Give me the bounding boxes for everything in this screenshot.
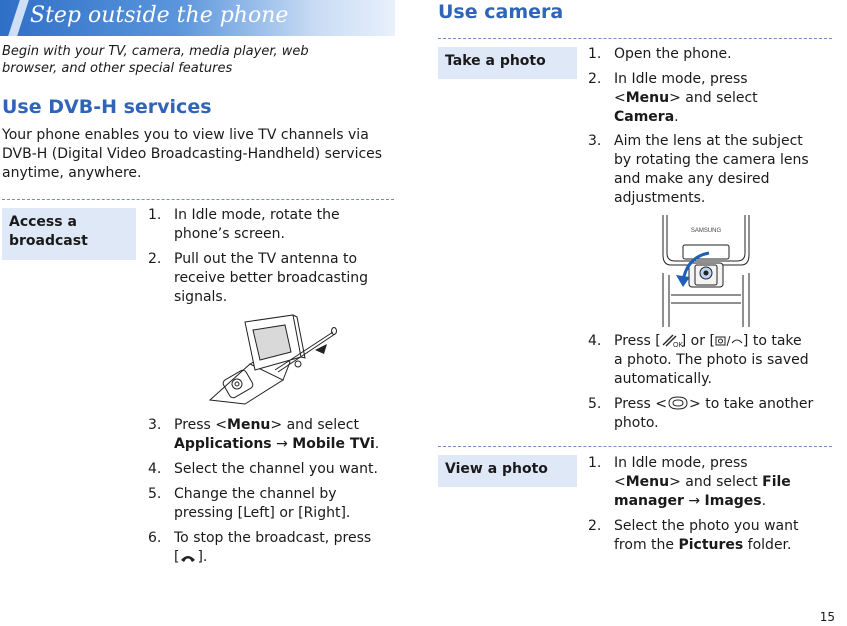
page-number: 15 — [819, 610, 835, 624]
menu-path: manager — [614, 493, 684, 509]
ok-key-icon — [661, 334, 681, 348]
menu-key-label: Menu — [625, 90, 670, 106]
step-text — [174, 485, 350, 523]
step-line: In Idle mode, press — [614, 71, 748, 87]
step-line: phone’s screen. — [174, 226, 285, 242]
step-number: 3. — [148, 417, 162, 433]
step-line: Pull out the TV antenna to — [174, 251, 358, 267]
step-line: pressing [Left] or [Right]. — [174, 505, 351, 521]
menu-path: Camera — [614, 109, 675, 125]
text: < — [614, 90, 626, 106]
step-text: Open the phone. — [614, 46, 732, 62]
step-number: 3. — [588, 133, 602, 149]
divider — [438, 38, 832, 39]
step-number: 2. — [588, 518, 602, 534]
text: Press < — [174, 417, 228, 433]
menu-path: Mobile TVi — [292, 436, 375, 452]
tv-phone-illustration — [205, 312, 345, 404]
dvbh-intro: Your phone enables you to view live TV channels via DVB-H (Digital Video Broadcasting-Handheld) services anytime, anywhere. — [2, 127, 383, 181]
text: Press [ — [614, 333, 661, 349]
step-number: 6. — [148, 530, 162, 546]
text: [ — [174, 549, 180, 565]
text: > and select — [669, 90, 758, 106]
text: from the — [614, 537, 675, 553]
step-text — [174, 250, 368, 307]
step-text — [614, 454, 791, 511]
banner-accent-stripe — [8, 0, 29, 36]
phone-brand: SAMSUNG — [690, 228, 722, 234]
text: ]. — [197, 549, 208, 565]
step-line: In Idle mode, press — [614, 455, 748, 471]
menu-key-label: Menu — [227, 417, 271, 433]
step-number: 1. — [148, 207, 162, 223]
text: folder. — [747, 537, 792, 553]
step-text — [614, 517, 798, 555]
text: > and select — [270, 417, 359, 433]
menu-path: Applications — [174, 436, 272, 452]
step-line: Aim the lens at the subject — [614, 133, 803, 149]
take-photo-tag: Take a photo — [438, 47, 577, 79]
menu-key-label: Menu — [625, 474, 670, 490]
camera-phone-illustration — [657, 215, 753, 327]
section-subtitle: Begin with your TV, camera, media player, web browser, and other special features — [2, 44, 309, 76]
divider — [438, 446, 832, 447]
view-photo-tag: View a photo — [438, 455, 577, 487]
text: Press < — [614, 396, 668, 412]
section-title: Step outside the phone — [30, 3, 289, 28]
divider — [2, 199, 394, 200]
step-text — [614, 332, 809, 389]
step-text — [614, 395, 813, 433]
step-number: 2. — [588, 71, 602, 87]
step-line: automatically. — [614, 371, 712, 387]
step-text: Select the channel you want. — [174, 461, 378, 477]
text: > and select — [669, 474, 758, 490]
step-line: by rotating the camera lens — [614, 152, 809, 168]
step-line: a photo. The photo is saved — [614, 352, 809, 368]
camera-heading: Use camera — [438, 1, 564, 23]
step-line: signals. — [174, 289, 228, 305]
step-line: Change the channel by — [174, 486, 337, 502]
end-key-icon — [179, 552, 197, 564]
menu-path: Pictures — [678, 537, 744, 553]
step-number: 4. — [148, 461, 162, 477]
step-number: 1. — [588, 455, 602, 471]
step-line: In Idle mode, rotate the — [174, 207, 340, 223]
tag-line: Access a — [9, 214, 77, 230]
menu-path: File — [762, 474, 791, 490]
text: ] to take — [742, 333, 802, 349]
text: . — [674, 109, 679, 125]
step-number: 4. — [588, 333, 602, 349]
step-line: adjustments. — [614, 190, 706, 206]
step-text — [174, 416, 379, 454]
tag-line: broadcast — [9, 233, 88, 249]
step-line: and make any desired — [614, 171, 770, 187]
text: ] or [ — [680, 333, 715, 349]
step-number: 5. — [588, 396, 602, 412]
step-text — [174, 529, 371, 567]
step-number: 5. — [148, 486, 162, 502]
step-line: Select the photo you want — [614, 518, 799, 534]
text: > to take another — [689, 396, 814, 412]
arrow-glyph: → — [276, 436, 288, 452]
arrow-glyph: → — [688, 493, 701, 509]
step-text — [614, 70, 758, 127]
dvbh-heading: Use DVB-H services — [2, 96, 212, 118]
access-broadcast-tag — [2, 208, 136, 260]
center-key-icon — [667, 395, 689, 411]
step-number: 2. — [148, 251, 162, 267]
step-text — [174, 206, 340, 244]
step-line: receive better broadcasting — [174, 270, 368, 286]
text: . — [761, 493, 767, 509]
menu-path: Images — [704, 493, 762, 509]
text: . — [374, 436, 380, 452]
step-line: photo. — [614, 415, 659, 431]
step-text — [614, 132, 809, 208]
section-title-banner — [0, 0, 395, 36]
step-number: 1. — [588, 46, 602, 62]
step-line: To stop the broadcast, press — [174, 530, 372, 546]
svg-text:OK: OK — [672, 342, 683, 349]
camera-key-icon — [715, 334, 743, 348]
text: < — [614, 474, 626, 490]
